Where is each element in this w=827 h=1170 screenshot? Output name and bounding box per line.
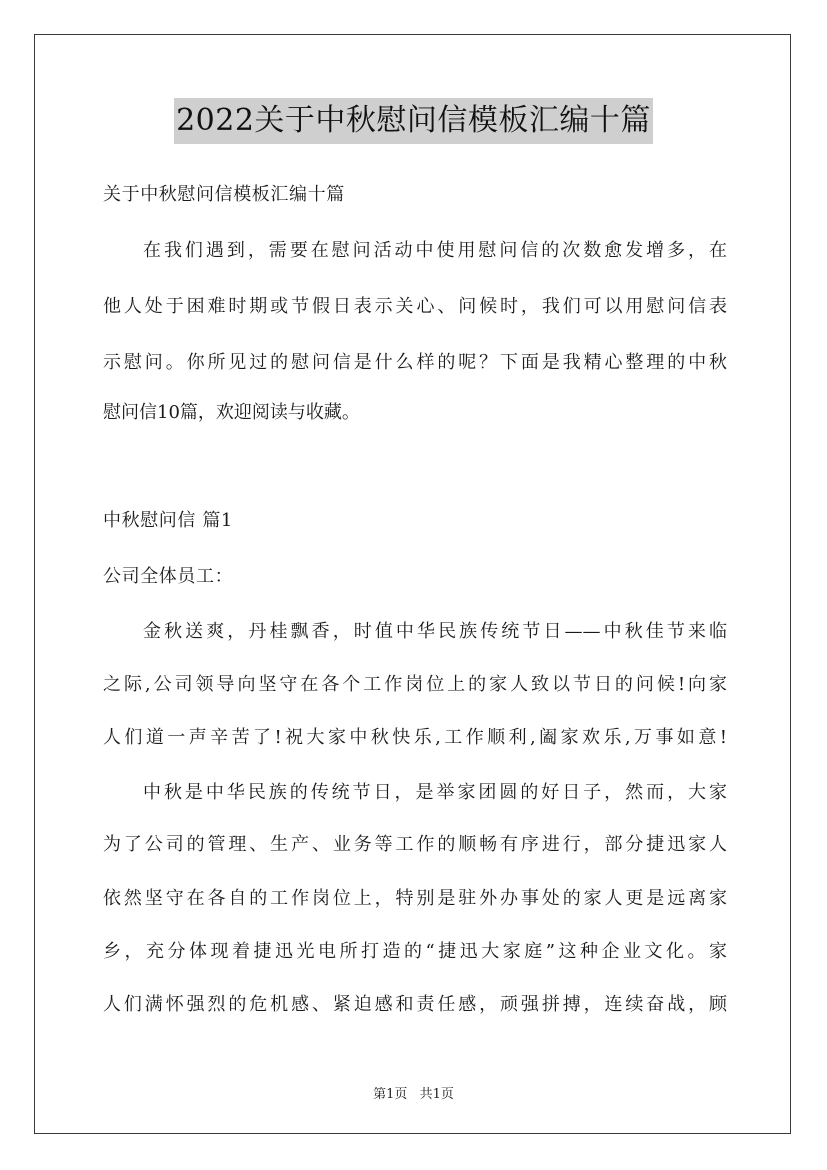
- paragraph-line: 依然坚守在各自的工作岗位上，特别是驻外办事处的家人更是远离家: [103, 888, 727, 909]
- section-heading: 中秋慰问信 篇1: [103, 510, 233, 531]
- paragraph-line: 人们道一声辛苦了!祝大家中秋快乐,工作顺利,阖家欢乐,万事如意!: [103, 727, 727, 748]
- intro-line: 慰问信10篇，欢迎阅读与收藏。: [103, 402, 360, 423]
- page-total: 共1页: [419, 1087, 454, 1102]
- page-footer: [0, 1083, 827, 1102]
- paragraph-line: 中秋是中华民族的传统节日，是举家团圆的好日子，然而，大家: [143, 782, 727, 803]
- paragraph-line: 之际,公司领导向坚守在各个工作岗位上的家人致以节日的问候!向家: [103, 674, 727, 695]
- intro-line: 示慰问。你所见过的慰问信是什么样的呢？下面是我精心整理的中秋: [103, 352, 727, 373]
- page-number: 第1页: [373, 1087, 408, 1102]
- intro-line: 在我们遇到，需要在慰问活动中使用慰问信的次数愈发增多，在: [143, 240, 727, 261]
- paragraph-line: 乡，充分体现着捷迅光电所打造的“捷迅大家庭”这种企业文化。家: [103, 941, 727, 962]
- document-subtitle: 关于中秋慰问信模板汇编十篇: [103, 184, 345, 205]
- paragraph-line: 为了公司的管理、生产、业务等工作的顺畅有序进行，部分捷迅家人: [103, 834, 727, 855]
- paragraph-line: 金秋送爽，丹桂飘香，时值中华民族传统节日——中秋佳节来临: [143, 621, 727, 642]
- intro-line: 他人处于困难时期或节假日表示关心、问候时，我们可以用慰问信表: [103, 296, 727, 317]
- paragraph-line: 人们满怀强烈的危机感、紧迫感和责任感，顽强拼搏，连续奋战，顾: [103, 994, 727, 1015]
- title-container: [0, 98, 827, 144]
- document-title: 2022关于中秋慰问信模板汇编十篇: [174, 98, 653, 144]
- salutation: 公司全体员工：: [103, 566, 234, 587]
